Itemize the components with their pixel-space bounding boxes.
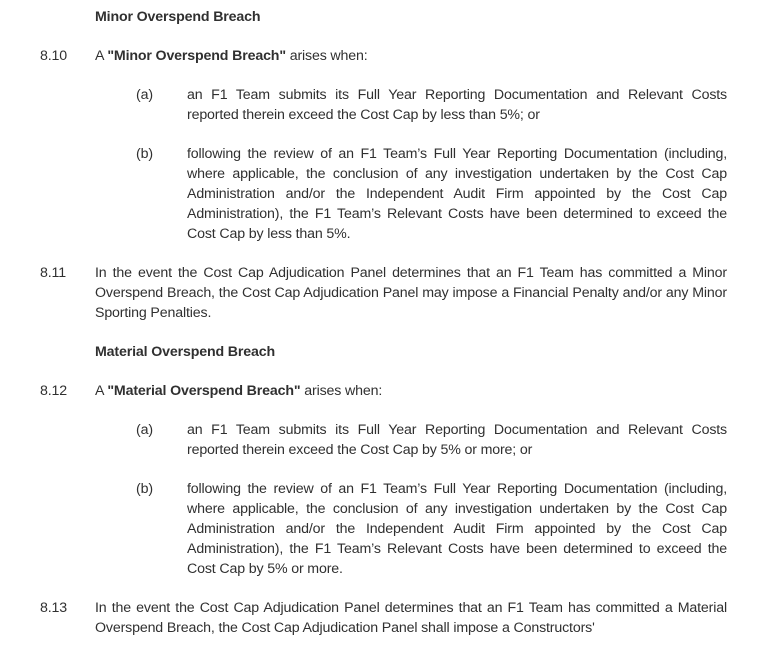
subclause-8-10-b: [0, 144, 774, 244]
subclause-label: (b): [136, 146, 153, 162]
section-heading-minor-overspend-breach: Minor Overspend Breach: [95, 9, 261, 25]
clause-text: In the event the Cost Cap Adjudication Panel determines that an F1 Team has committed a Minor Overspend Breach, the Cost Cap Adjudication Panel may impose a Financial Penalty and/or any Minor Sporting Penalties.: [95, 265, 727, 321]
clause-8-12: [0, 381, 774, 401]
subclause-label: (a): [136, 422, 153, 438]
subclause-text: following the review of an F1 Team’s Full Year Reporting Documentation (including, where applicable, the conclusion of any investigation undertaken by the Cost Cap Administration and/or the Independent Audit Firm appointed by the Cost Cap Administration), the F1 Team’s Relevant Costs have been determined to exceed the Cost Cap by less than 5%.: [187, 146, 727, 242]
subclause-text: following the review of an F1 Team’s Full Year Reporting Documentation (including, where applicable, the conclusion of any investigation undertaken by the Cost Cap Administration and/or the Independent Audit Firm appointed by the Cost Cap Administration), the F1 Team’s Relevant Costs have been determined to exceed the Cost Cap by 5% or more.: [187, 481, 727, 577]
clause-text: [95, 381, 727, 401]
subclause-8-12-a: [0, 420, 774, 460]
subclause-label: (b): [136, 481, 153, 497]
subclause-text: an F1 Team submits its Full Year Reporting Documentation and Relevant Costs reported therein exceed the Cost Cap by 5% or more; or: [187, 422, 727, 458]
defined-term: "Material Overspend Breach": [107, 383, 301, 399]
subclause-label: (a): [136, 87, 153, 103]
clause-8-13: [0, 598, 774, 638]
clause-number: 8.11: [40, 265, 66, 281]
subclause-8-12-b: [0, 479, 774, 579]
clause-lead-in-suffix: arises when:: [285, 48, 368, 64]
clause-8-11: [0, 263, 774, 323]
subclause-8-10-a: [0, 85, 774, 125]
clause-number: 8.13: [40, 600, 68, 616]
clause-lead-in-suffix: arises when:: [300, 383, 383, 399]
defined-term: "Minor Overspend Breach": [107, 48, 286, 64]
clause-text: In the event the Cost Cap Adjudication Panel determines that an F1 Team has committed a Material Overspend Breach, the Cost Cap Adjudication Panel shall impose a Constructors': [95, 600, 727, 636]
clause-lead-in-prefix: A: [95, 48, 108, 64]
clause-text: [95, 46, 727, 66]
clause-number: 8.10: [40, 48, 68, 64]
subclause-text: an F1 Team submits its Full Year Reporting Documentation and Relevant Costs reported therein exceed the Cost Cap by less than 5%; or: [187, 87, 727, 123]
clause-8-10: [0, 46, 774, 66]
section-heading-material-overspend-breach: Material Overspend Breach: [95, 344, 275, 360]
clause-lead-in-prefix: A: [95, 383, 108, 399]
clause-number: 8.12: [40, 383, 68, 399]
